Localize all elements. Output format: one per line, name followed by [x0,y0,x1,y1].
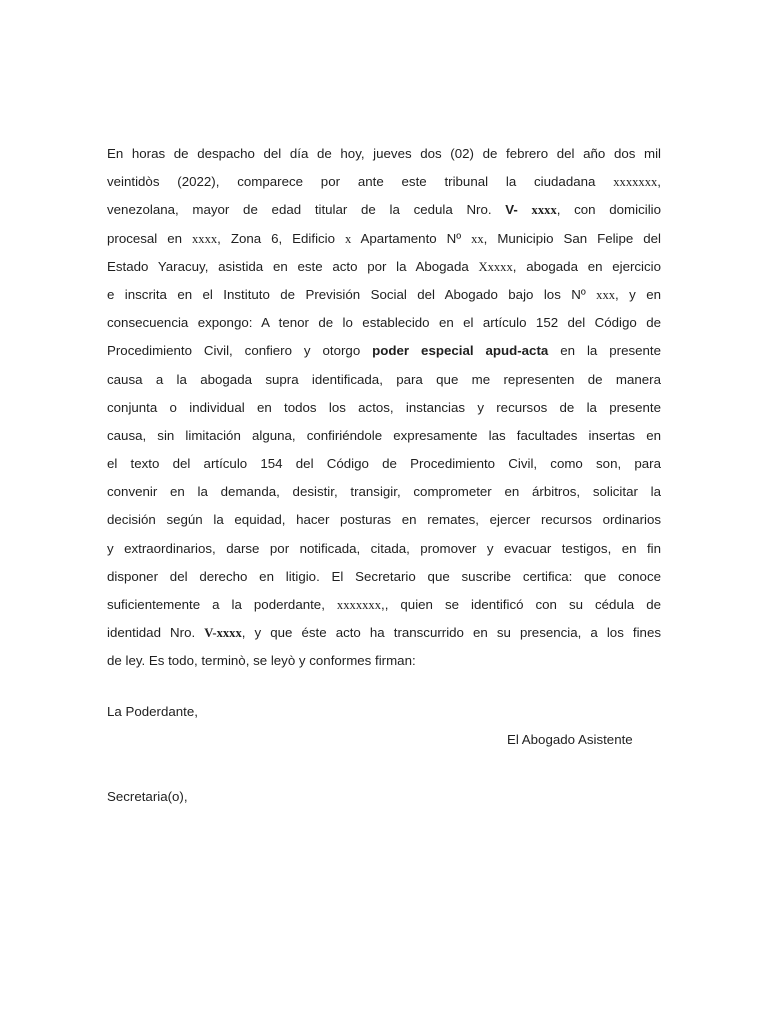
text-run: , y que éste acto ha transcurrido en su presencia, a los fines [241,625,661,641]
text-line-12 [107,450,661,478]
text-line-15 [107,535,661,563]
text-line-18 [107,619,661,647]
redacted-citizen-name: xxxxxxx [613,175,658,190]
text-line-8 [107,337,661,365]
signature-poderdante: La Poderdante, [107,704,198,719]
text-line-10 [107,394,661,422]
text-run: , Zona 6, Edificio [217,230,345,246]
signature-abogado-asistente: El Abogado Asistente [507,732,633,747]
text-run: , Municipio San Felipe del [483,230,661,246]
redacted-inpre-number: xxx [596,287,616,302]
text-line-14 [107,506,661,534]
text-line-19 [107,647,661,675]
text-run: , [657,174,661,190]
signature-secretaria: Secretaria(o), [107,789,188,804]
text-line-1 [107,140,661,168]
document-body [107,140,661,676]
text-run: Apartamento Nº [351,230,472,246]
redacted-apartment: xx [471,231,484,246]
redacted-address: xxxx [191,231,218,246]
text-run: venezolana, mayor de edad titular de la cedula Nro. [107,202,506,218]
redacted-id-bold: V-xxxx [204,626,242,641]
text-line-6 [107,281,661,309]
text-run: procesal en [107,230,192,246]
text-run: , abogada en ejercicio [512,258,661,274]
text-line-16 [107,563,661,591]
text-run: decisión según la equidad, hacer posturas en remates, ejercer recursos ordinarios [107,512,661,528]
redacted-lawyer-name: Xxxxx [478,259,513,274]
text-line-4 [107,225,661,253]
text-run: y extraordinarios, darse por notificada, citada, promover y evacuar testigos, en fin [107,540,661,556]
text-run: Estado Yaracuy, asistida en este acto por la Abogada [107,258,479,274]
text-line-3 [107,196,661,224]
text-run: suficientemente a la poderdante, [107,597,337,612]
text-line-5 [107,253,661,281]
text-run: , con domicilio [556,202,661,218]
text-run: causa, sin limitación alguna, confiriéndole expresamente las facultades insertas en [107,427,661,443]
text-line-17 [107,591,661,619]
text-line-2 [107,168,661,196]
redacted-grantor-name: xxxxxxx [336,598,381,612]
text-run: conjunta o individual en todos los actos, instancias y recursos de la presente [107,399,661,415]
text-run: causa a la abogada supra identificada, para que me representen de manera [107,371,661,387]
text-run: el texto del artículo 154 del Código de Procedimiento Civil, como son, para [107,456,661,472]
text-run: , y en [615,286,661,302]
power-type-bold: poder especial apud-acta [372,343,549,359]
text-run: de ley. Es todo, terminò, se leyò y conformes firman: [107,653,416,669]
redacted-id-number: xxxx [531,203,557,218]
text-run: ,, quien se identificó con su cédula de [381,597,661,612]
text-run: En horas de despacho del día de hoy, jueves dos (02) de febrero del año dos mil [107,146,661,161]
text-run: veintidòs (2022), comparece por ante este tribunal la ciudadana [107,174,614,190]
text-line-11 [107,422,661,450]
text-run: consecuencia expongo: A tenor de lo establecido en el artículo 152 del Código de [107,315,661,331]
text-run: Procedimiento Civil, confiero y otorgo [107,343,373,359]
text-line-13 [107,478,661,506]
text-line-9 [107,366,661,394]
id-prefix: V- [505,202,532,218]
text-run: en la presente [548,343,661,359]
text-run: identidad Nro. [107,625,205,641]
text-run: disponer del derecho en litigio. El Secretario que suscribe certifica: que conoce [107,568,661,584]
text-run: convenir en la demanda, desistir, transigir, comprometer en árbitros, solicitar la [107,484,661,500]
text-line-7 [107,309,661,337]
redacted-building: x [345,231,352,246]
text-run: e inscrita en el Instituto de Previsión Social del Abogado bajo los Nº [107,286,597,302]
